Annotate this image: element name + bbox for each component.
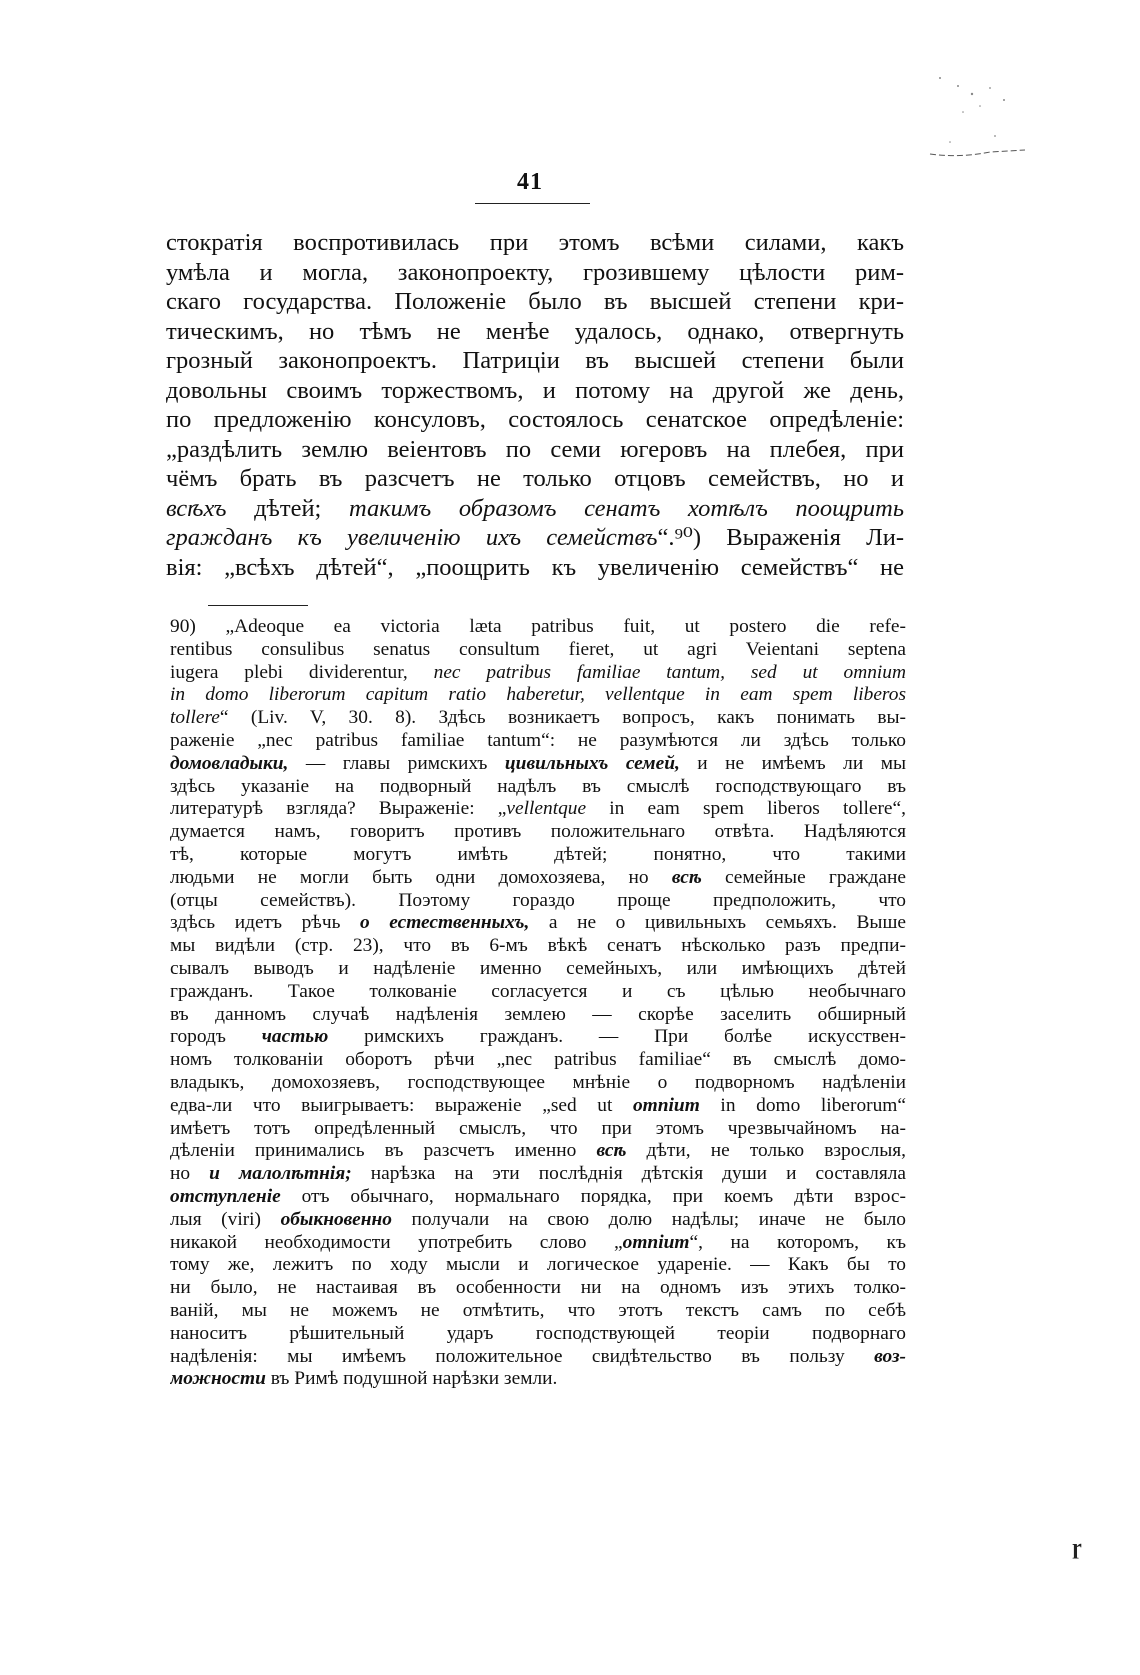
footnote-line — [170, 1346, 906, 1369]
footnote-line — [170, 1026, 906, 1049]
text-span: здѣсь идетъ рѣчь — [170, 912, 360, 934]
text-span: получали на свою долю надѣлы; иначе не было — [391, 1208, 906, 1230]
footnote-line: in domo liberorum capitum ratio haberetur, vellentque in eam spem liberos — [170, 684, 906, 706]
footnote-line — [170, 867, 906, 890]
footnote-line — [170, 1095, 906, 1118]
text-span: римскихъ гражданъ. — При болѣе искусствен- — [328, 1026, 906, 1048]
footnote-line: 90) „Adeoque ea victoria læta patribus fuit, ut postero die refe- — [170, 616, 906, 637]
italic-text: всѣ — [671, 866, 702, 888]
italic-text: обыкновенно — [280, 1208, 392, 1230]
text-span: и не имѣемъ ли мы — [679, 752, 906, 774]
main-text — [166, 228, 904, 582]
text-line: умѣла и могла, законопроекту, грозившему цѣлости рим- — [166, 258, 904, 286]
scan-speckle-decoration — [900, 66, 1030, 176]
footnote-line: владыкъ, домохозяевъ, господствующее мнѣніе о подворномъ надѣленіи — [170, 1071, 906, 1093]
footnote-line: rentibus consulibus senatus consultum fieret, ut agri Veientani septena — [170, 638, 906, 660]
text-line: вія: „всѣхъ дѣтей“, „поощрить къ увеличенію семействъ“ не — [166, 553, 904, 581]
footnote-line — [170, 912, 906, 935]
footnote-line: номъ толкованіи оборотъ рѣчи „nec patribus familiae“ въ смыслѣ домо- — [170, 1049, 906, 1071]
text-span: а не о цивильныхъ семьяхъ. Выше — [529, 912, 906, 934]
italic-text: vellentque — [506, 798, 587, 820]
text-line: тическимъ, но тѣмъ не менѣе удалось, однако, отвергнуть — [166, 317, 904, 345]
header-rule — [475, 203, 590, 204]
italic-text: можности — [170, 1368, 266, 1390]
footnote-line — [170, 753, 906, 776]
page-number: 41 — [517, 169, 543, 195]
italic-text: цивильныхъ семей, — [504, 752, 680, 774]
text-span: in eam spem liberos tollere“, — [586, 798, 906, 820]
footnote-line: ваній, мы не можемъ не отмѣтить, что этотъ текстъ самъ по себѣ — [170, 1299, 906, 1321]
footnote-rule — [208, 605, 308, 606]
italic-text: всѣ — [596, 1140, 627, 1162]
text-line: „раздѣлить землю веіентовъ по семи югеровъ на плебея, при — [166, 435, 904, 463]
footnote-line — [170, 1186, 906, 1209]
footnote-line: здѣсь указаніе на подворный надѣлъ въ смыслѣ господствующаго въ — [170, 775, 906, 797]
text-span: “.⁹⁰) Выраженія Ли- — [657, 524, 904, 551]
text-span: дѣленіи принимались въ разсчетъ именно — [170, 1140, 597, 1162]
footnote-line: сывалъ выводъ и надѣленіе именно семейныхъ, или имѣющихъ дѣтей — [170, 957, 906, 979]
footnote-line — [170, 1232, 906, 1255]
text-span: людьми не могли быть одни домохозяева, но — [170, 866, 672, 888]
italic-text: о естественныхъ, — [359, 912, 530, 934]
text-line: грозный законопроектъ. Патриціи въ высшей степени были — [166, 347, 904, 374]
footnote-line — [170, 707, 906, 730]
italic-text: всѣхъ — [166, 494, 227, 522]
text-line-mixed — [166, 523, 904, 553]
italic-text: omnium — [622, 1231, 690, 1253]
footnote-line: тѣ, которые могутъ имѣть дѣтей; понятно, что такими — [170, 843, 906, 865]
footnote-line — [170, 1209, 906, 1232]
italic-text: nec patribus familiae tantum, sed ut omnium — [433, 661, 906, 683]
text-span: никакой необходимости употребить слово „ — [170, 1231, 623, 1253]
footnote-line: думается намъ, говоритъ противъ положительнаго отвѣта. Надѣляются — [170, 821, 906, 843]
italic-text: такимъ образомъ сенатъ хотѣлъ поощрить — [348, 494, 904, 522]
text-span: но — [170, 1163, 210, 1185]
text-span: iugera plebi dividerentur, — [170, 661, 434, 683]
italic-text: и малолѣтнія; — [209, 1163, 352, 1185]
text-span: городъ — [170, 1026, 262, 1048]
text-span: — главы римскихъ — [288, 752, 505, 774]
text-span: дѣтей; — [226, 494, 349, 522]
italic-text: отступленіе — [170, 1185, 281, 1207]
text-line: стократія воспротивилась при этомъ всѣми силами, какъ — [166, 229, 904, 256]
italic-text: tollere — [170, 707, 220, 729]
footnote-line: имѣетъ тотъ опредѣленный смыслъ, что при этомъ чрезвычайномъ на- — [170, 1117, 906, 1139]
footnote-line: раженіе „nec patribus familiae tantum“: не разумѣются ли здѣсь только — [170, 729, 906, 751]
italic-text: воз- — [874, 1345, 906, 1367]
italic-text: гражданъ къ увеличенію ихъ семействъ — [166, 524, 658, 551]
footnote-line: (отцы семействъ). Поэтому гораздо проще предположить, что — [170, 889, 906, 911]
text-span: дѣти, не только взрослыя, — [626, 1140, 907, 1162]
footnote-line — [170, 1368, 906, 1391]
italic-text: частью — [261, 1026, 329, 1048]
footnote-line — [170, 1140, 906, 1163]
text-span: in domo liberorum“ — [699, 1094, 906, 1116]
footnote-line — [170, 662, 906, 685]
text-line: по предложенію консуловъ, состоялось сенатское опредѣленіе: — [166, 406, 904, 433]
text-line-mixed — [166, 494, 904, 524]
footnote-line — [170, 1163, 906, 1186]
text-span: “, на которомъ, къ — [689, 1231, 906, 1253]
text-span: надѣленія: мы имѣемъ положительное свидѣтельство въ пользу — [170, 1345, 875, 1367]
scan-corner-mark: ɼ — [1072, 1534, 1082, 1559]
text-span: едва-ли что выигрываетъ: выраженіе „sed ut — [170, 1094, 633, 1116]
footnote-line: гражданъ. Такое толкованіе согласуется и съ цѣлью необычнаго — [170, 980, 906, 1002]
text-span: “ (Liv. V, 30. 8). Здѣсь возникаетъ вопросъ, какъ понимать вы- — [219, 707, 906, 729]
text-span: отъ обычнаго, нормальнаго порядка, при коемъ дѣти взрос- — [280, 1185, 906, 1207]
text-span: лыя (viri) — [170, 1208, 281, 1230]
footnote-line: ни было, не настаивая въ особенности ни на одномъ изъ этихъ толко- — [170, 1277, 906, 1299]
footnote-line: тому же, лежитъ по ходу мысли и логическое удареніе. — Какъ бы то — [170, 1254, 906, 1276]
text-span: семейные граждане — [701, 866, 906, 888]
text-line: скаго государства. Положеніе было въ высшей степени кри- — [166, 288, 904, 315]
text-span: литературѣ взгляда? Выраженіе: „ — [170, 798, 507, 820]
text-line: довольны своимъ торжествомъ, и потому на другой же день, — [166, 376, 904, 404]
footnote-line — [170, 798, 906, 821]
text-line: чёмъ брать въ разсчетъ не только отцовъ семействъ, но и — [166, 465, 904, 492]
footnote-line: наноситъ рѣшительный ударъ господствующей теоріи подворнаго — [170, 1322, 906, 1344]
text-span: нарѣзка на эти послѣднія дѣтскія души и составляла — [351, 1163, 907, 1185]
footnote-line: въ данномъ случаѣ надѣленія землею — скорѣе заселить обширный — [170, 1003, 906, 1025]
italic-text: домовладыки, — [170, 752, 289, 774]
footnote-line: мы видѣли (стр. 23), что въ 6-мъ вѣкѣ сенатъ нѣсколько разъ предпи- — [170, 935, 906, 957]
text-span: въ Римѣ подушной нарѣзки земли. — [265, 1368, 558, 1390]
italic-text: omnium — [632, 1094, 700, 1116]
footnote-90 — [170, 616, 906, 1391]
